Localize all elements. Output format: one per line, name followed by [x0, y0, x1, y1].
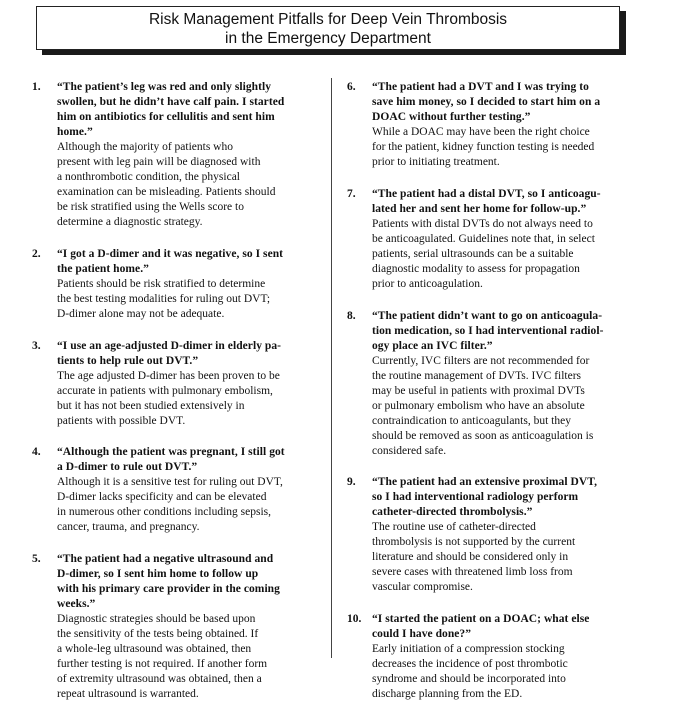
pitfall-explanation-line: Currently, IVC filters are not recommended for	[372, 354, 590, 367]
pitfall-number: 6.	[347, 81, 356, 93]
pitfall-quote-line: him on antibiotics for cellulitis and sent him	[57, 111, 275, 123]
pitfall-explanation-line: patients with possible DVT.	[57, 414, 186, 427]
pitfall-explanation-line: patients, serial ultrasounds can be a suitable	[372, 247, 574, 260]
pitfall-item	[32, 339, 312, 429]
right-column	[347, 80, 632, 719]
pitfall-item	[32, 445, 312, 535]
pitfall-quote	[372, 475, 632, 520]
pitfall-explanation-line: diagnostic modality to assess for propagation	[372, 262, 580, 275]
pitfall-explanation-line: While a DOAC may have been the right choice	[372, 126, 590, 138]
pitfall-explanation-line: a nonthrombotic condition, the physical	[57, 171, 241, 183]
pitfall-quote-line: “The patient had a DVT and I was trying to	[372, 81, 589, 93]
pitfall-quote	[57, 247, 312, 277]
title-line-1: Risk Management Pitfalls for Deep Vein Thrombosis	[148, 11, 508, 28]
pitfall-explanation	[372, 217, 632, 292]
pitfall-explanation-line: prior to anticoagulation.	[372, 277, 483, 290]
pitfall-quote-line: “I use an age-adjusted D-dimer in elderly pa-	[57, 339, 282, 352]
pitfall-number: 8.	[347, 309, 356, 322]
pitfall-item	[347, 612, 632, 702]
pitfall-quote-line: “The patient had a negative ultrasound and	[57, 553, 274, 566]
pitfall-explanation-line: Diagnostic strategies should be based upon	[57, 613, 256, 626]
pitfall-quote	[57, 445, 312, 475]
pitfall-explanation-line: may be useful in patients with proximal DVTs	[372, 384, 585, 397]
pitfall-item	[32, 247, 312, 322]
pitfall-explanation-line: cancer, trauma, and pregnancy.	[57, 521, 200, 534]
pitfall-explanation-line: vascular compromise.	[372, 581, 473, 594]
pitfall-item	[347, 80, 632, 170]
pitfall-explanation-line: or pulmonary embolism who have an absolute	[372, 399, 585, 412]
pitfall-quote-line: “The patient didn’t want to go on anticoagula-	[372, 309, 603, 322]
pitfall-explanation-line: further testing is not required. If another form	[57, 658, 268, 671]
pitfall-quote-line: so I had interventional radiology perform	[372, 491, 579, 504]
pitfall-item	[347, 187, 632, 292]
pitfall-quote-line: lated her and sent her home for follow-up.”	[372, 202, 587, 215]
pitfall-explanation	[372, 354, 632, 459]
pitfall-quote-line: tients to help rule out DVT.”	[57, 354, 199, 367]
pitfall-quote	[372, 309, 632, 354]
pitfall-explanation-line: thrombolysis is not supported by the current	[372, 536, 576, 549]
pitfall-explanation	[372, 125, 632, 170]
pitfall-explanation	[372, 520, 632, 595]
pitfall-quote-line: tion medication, so I had interventional radiol-	[372, 324, 604, 337]
pitfall-quote-line: “I started the patient on a DOAC; what else	[372, 613, 590, 626]
pitfall-explanation	[57, 277, 312, 322]
pitfall-quote	[57, 552, 312, 612]
pitfall-explanation-line: severe cases with threatened limb loss from	[372, 566, 573, 579]
pitfall-explanation-line: the routine management of DVTs. IVC filters	[372, 369, 582, 382]
pitfall-explanation-line: accurate in patients with pulmonary embolism,	[57, 384, 273, 397]
pitfall-quote-line: weeks.”	[57, 598, 96, 611]
pitfall-quote-line: “The patient had a distal DVT, so I anticoagu-	[372, 187, 601, 200]
pitfall-explanation-line: of extremity ultrasound was obtained, then a	[57, 673, 262, 686]
pitfall-quote-line: ogy place an IVC filter.”	[372, 339, 493, 352]
pitfall-number: 10.	[347, 613, 362, 626]
pitfall-explanation-line: The routine use of catheter-directed	[372, 521, 536, 534]
pitfall-explanation-line: syndrome and should be incorporated into	[372, 673, 566, 686]
pitfall-number: 3.	[32, 339, 41, 352]
pitfall-quote-line: home.”	[57, 126, 93, 138]
pitfall-number: 5.	[32, 553, 41, 566]
pitfall-explanation-line: literature and should be considered only in	[372, 551, 569, 564]
pitfall-quote-line: catheter-directed thrombolysis.”	[372, 506, 533, 519]
pitfall-quote-line: the patient home.”	[57, 262, 149, 275]
pitfall-explanation-line: Patients with distal DVTs do not always need to	[372, 217, 593, 230]
pitfall-explanation-line: but it has not been studied extensively in	[57, 399, 245, 412]
pitfall-explanation-line: be risk stratified using the Wells score to	[57, 201, 244, 213]
pitfall-quote-line: a D-dimer to rule out DVT.”	[57, 461, 198, 474]
pitfall-explanation-line: present with leg pain will be diagnosed with	[57, 156, 261, 168]
pitfall-explanation-line: the sensitivity of the tests being obtained. If	[57, 628, 259, 641]
pitfall-quote-line: save him money, so I decided to start him on a	[372, 96, 601, 108]
pitfall-explanation-line: in numerous other conditions including sepsis,	[57, 506, 272, 519]
pitfall-item	[347, 309, 632, 459]
pitfall-explanation-line: Patients should be risk stratified to determine	[57, 277, 266, 290]
pitfall-explanation-line: should be removed as soon as anticoagulation is	[372, 429, 594, 442]
column-divider	[331, 78, 332, 658]
title-box	[36, 6, 620, 50]
pitfall-explanation-line: determine a diagnostic strategy.	[57, 216, 203, 228]
pitfall-quote-line: “The patient had an extensive proximal DVT,	[372, 476, 598, 489]
pitfall-quote-line: D-dimer, so I sent him home to follow up	[57, 568, 259, 581]
pitfall-explanation	[372, 642, 632, 702]
pitfall-explanation-line: examination can be misleading. Patients should	[57, 186, 276, 198]
pitfall-explanation	[57, 475, 312, 535]
pitfall-number: 7.	[347, 187, 356, 200]
pitfall-explanation-line: contraindication to anticoagulants, but they	[372, 414, 571, 427]
pitfall-quote-line: “The patient’s leg was red and only slightly	[57, 81, 272, 93]
pitfall-number: 1.	[32, 81, 41, 93]
pitfall-item	[32, 80, 312, 230]
pitfall-quote-line: DOAC without further testing.”	[372, 111, 531, 123]
pitfall-explanation-line: decreases the incidence of post thrombotic	[372, 658, 568, 671]
pitfall-quote-line: “I got a D-dimer and it was negative, so I sent	[57, 247, 284, 260]
pitfall-explanation	[57, 612, 312, 702]
pitfall-quote	[57, 80, 312, 140]
pitfall-number: 9.	[347, 476, 356, 489]
pitfall-explanation-line: prior to initiating treatment.	[372, 156, 500, 168]
pitfall-quote-line: “Although the patient was pregnant, I still got	[57, 446, 285, 459]
pitfall-explanation-line: discharge planning from the ED.	[372, 688, 523, 701]
pitfall-number: 4.	[32, 446, 41, 459]
pitfall-number: 2.	[32, 247, 41, 260]
pitfall-explanation-line: The age adjusted D-dimer has been proven to be	[57, 369, 280, 382]
pitfall-explanation-line: Although it is a sensitive test for ruling out DVT,	[57, 476, 283, 489]
pitfall-explanation-line: be anticoagulated. Guidelines note that, in select	[372, 232, 595, 245]
pitfall-quote	[372, 187, 632, 217]
pitfall-explanation-line: the best testing modalities for ruling out DVT;	[57, 292, 271, 305]
pitfall-explanation-line: D-dimer lacks specificity and can be elevated	[57, 491, 267, 504]
pitfall-quote-line: with his primary care provider in the coming	[57, 583, 280, 596]
pitfall-quote	[372, 612, 632, 642]
pitfall-explanation-line: repeat ultrasound is warranted.	[57, 688, 199, 701]
pitfall-quote	[57, 339, 312, 369]
pitfall-explanation-line: Although the majority of patients who	[57, 141, 233, 153]
pitfall-quote-line: swollen, but he didn’t have calf pain. I started	[57, 96, 285, 108]
pitfall-explanation-line: for the patient, kidney function testing is needed	[372, 141, 595, 153]
pitfall-explanation	[57, 140, 312, 230]
pitfall-explanation-line: Early initiation of a compression stocking	[372, 643, 565, 656]
title-line-2: in the Emergency Department	[225, 30, 431, 47]
pitfall-item	[347, 475, 632, 595]
pitfall-item	[32, 552, 312, 702]
pitfall-explanation	[57, 369, 312, 429]
pitfall-explanation-line: a whole-leg ultrasound was obtained, then	[57, 643, 252, 656]
pitfall-explanation-line: D-dimer alone may not be adequate.	[57, 307, 225, 320]
pitfall-quote-line: could I have done?”	[372, 628, 472, 641]
left-column	[32, 80, 312, 719]
pitfall-explanation-line: considered safe.	[372, 444, 447, 457]
pitfall-quote	[372, 80, 632, 125]
